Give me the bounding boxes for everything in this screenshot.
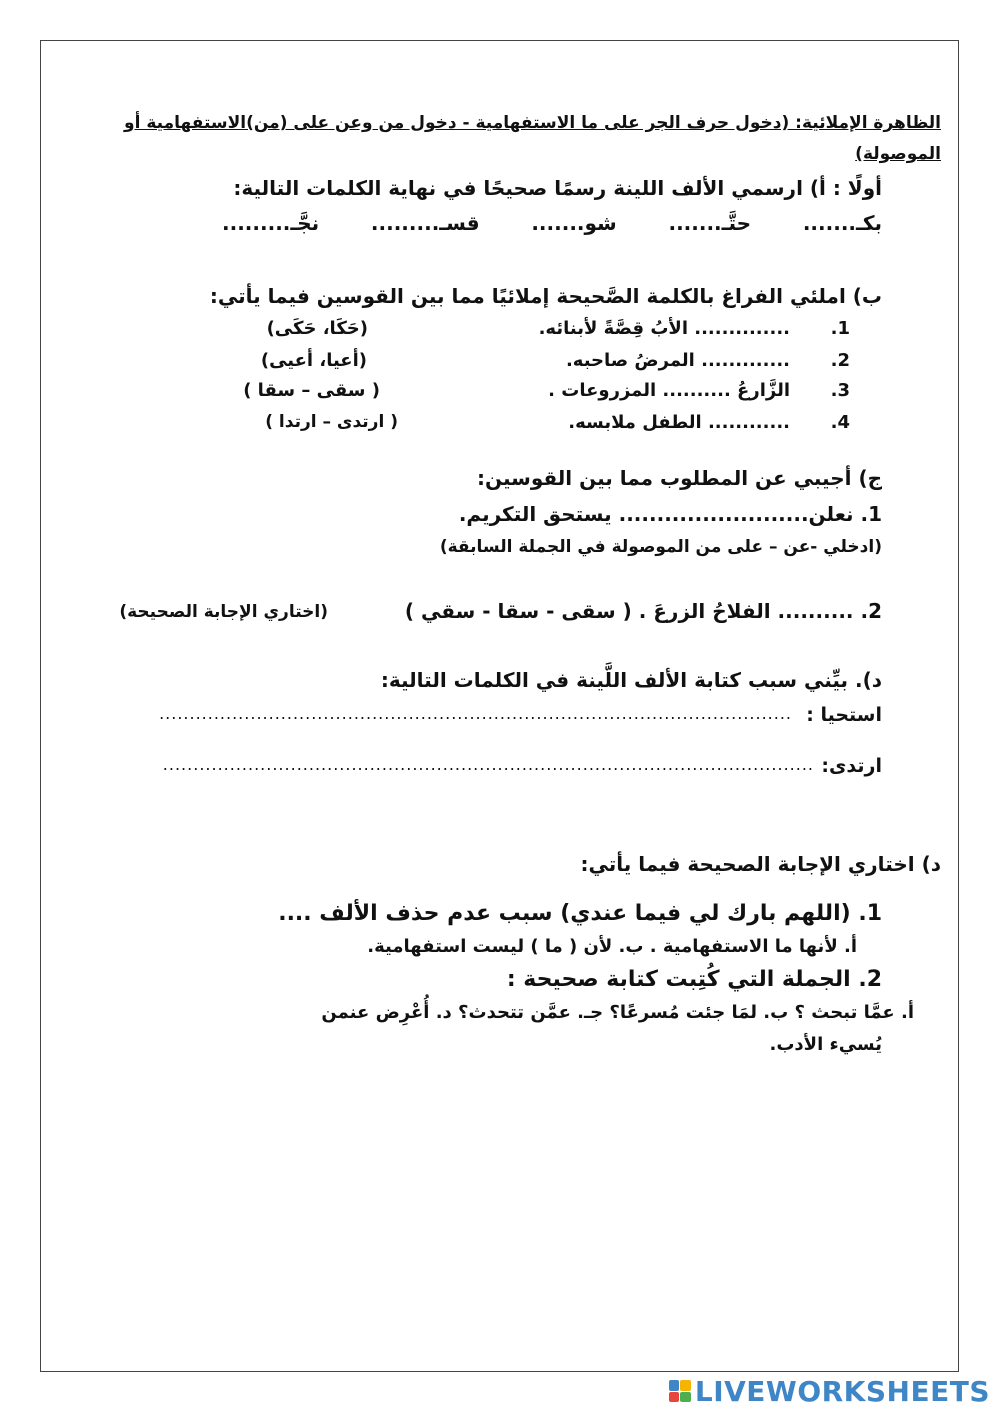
title-line-1: الظاهرة الإملائية: (دخول حرف الجر على ما الاستفهامية - دخول من وعن على (من)الاستفهامية أو: [124, 113, 941, 133]
part-c-question-2[interactable]: 2. .......... الفلاحُ الزرعَ . ( سقى - سقا - سقي ): [404, 599, 882, 623]
part-e-options-2-continued: يُسيء الأدب.: [769, 1034, 882, 1055]
logo-text: LIVEWORKSHEETS: [694, 1374, 990, 1408]
part-b-item-options: ( ارتدى – ارتدا ): [265, 412, 398, 432]
word-blank[interactable]: بكـ.......: [802, 211, 882, 235]
part-b-item-text[interactable]: .............. الأبُ قِصَّةً لأبنائه.: [538, 318, 790, 339]
part-b-heading: ب) املئي الفراغ بالكلمة الصَّحيحة إملائيًا مما بين القوسين فيما يأتي:: [209, 284, 882, 308]
part-a-words: [222, 211, 882, 236]
part-a-heading: أولًا : أ) ارسمي الألف اللينة رسمًا صحيحًا في نهاية الكلمات التالية:: [233, 176, 882, 200]
part-b-item-number: 1.: [830, 318, 850, 339]
title-line-2: الموصولة): [855, 144, 941, 164]
part-c-heading: ج) أجيبي عن المطلوب مما بين القوسين:: [477, 466, 882, 490]
part-b-item-number: 4.: [830, 412, 850, 433]
part-e-question-2: 2. الجملة التي كُتِبت كتابة صحيحة :: [506, 967, 882, 992]
part-d-heading: د). بيِّني سبب كتابة الألف اللَّينة في الكلمات التالية:: [380, 668, 882, 692]
word-blank[interactable]: قسـ.........: [370, 211, 480, 235]
logo-square: [680, 1392, 691, 1403]
word-blank[interactable]: نجَّـ.........: [222, 211, 320, 235]
answer-line[interactable]: ...........................................................................................................: [162, 755, 814, 774]
part-e-options-1[interactable]: أ. لأنها ما الاستفهامية . ب. لأن ( ما ) ليست استفهامية.: [367, 936, 857, 957]
part-b-item-number: 3.: [830, 380, 850, 401]
logo-square: [669, 1380, 680, 1391]
answer-line[interactable]: ........................................................................................................: [159, 704, 792, 723]
part-b-item-text[interactable]: ............. المرضُ صاحبه.: [565, 350, 790, 371]
part-b-item-options: (حَكَا، حَكَى): [266, 318, 368, 339]
word-blank[interactable]: حتَّـ.......: [668, 211, 752, 235]
logo-grid-icon: [669, 1380, 691, 1402]
word-blank[interactable]: شو.......: [531, 211, 617, 235]
part-b-item-options: ( سقى – سقا ): [243, 380, 380, 401]
part-c-question-1[interactable]: 1. نعلن......................... يستحق التكريم.: [458, 502, 882, 526]
part-c-hint-1: (ادخلي -عن – على من الموصولة في الجملة السابقة): [439, 537, 882, 557]
part-b-item-text[interactable]: ............ الطفل ملابسه.: [568, 412, 790, 433]
part-d-word: ارتدى:: [821, 755, 882, 777]
part-b-item-text[interactable]: الزَّارعُ .......... المزروعات .: [548, 380, 790, 401]
liveworksheets-logo: [669, 1374, 990, 1408]
logo-square: [669, 1392, 680, 1403]
part-e-options-2[interactable]: أ. عمَّا تبحث ؟ ب. لمَا جئت مُسرعًا؟ جـ. عمَّن تتحدث؟ د. أُعْرِض عنمن: [321, 1002, 914, 1023]
logo-square: [680, 1380, 691, 1391]
part-b-item-number: 2.: [830, 350, 850, 371]
part-b-item-options: (أعيا، أعيى): [260, 350, 367, 371]
part-c-hint-2: (اختاري الإجابة الصحيحة): [119, 602, 328, 622]
part-e-question-1: 1. (اللهم بارك لي فيما عندي) سبب عدم حذف الألف ....: [278, 901, 882, 926]
part-d-word: استحيا :: [806, 704, 882, 726]
part-e-heading: د) اختاري الإجابة الصحيحة فيما يأتي:: [580, 852, 941, 876]
